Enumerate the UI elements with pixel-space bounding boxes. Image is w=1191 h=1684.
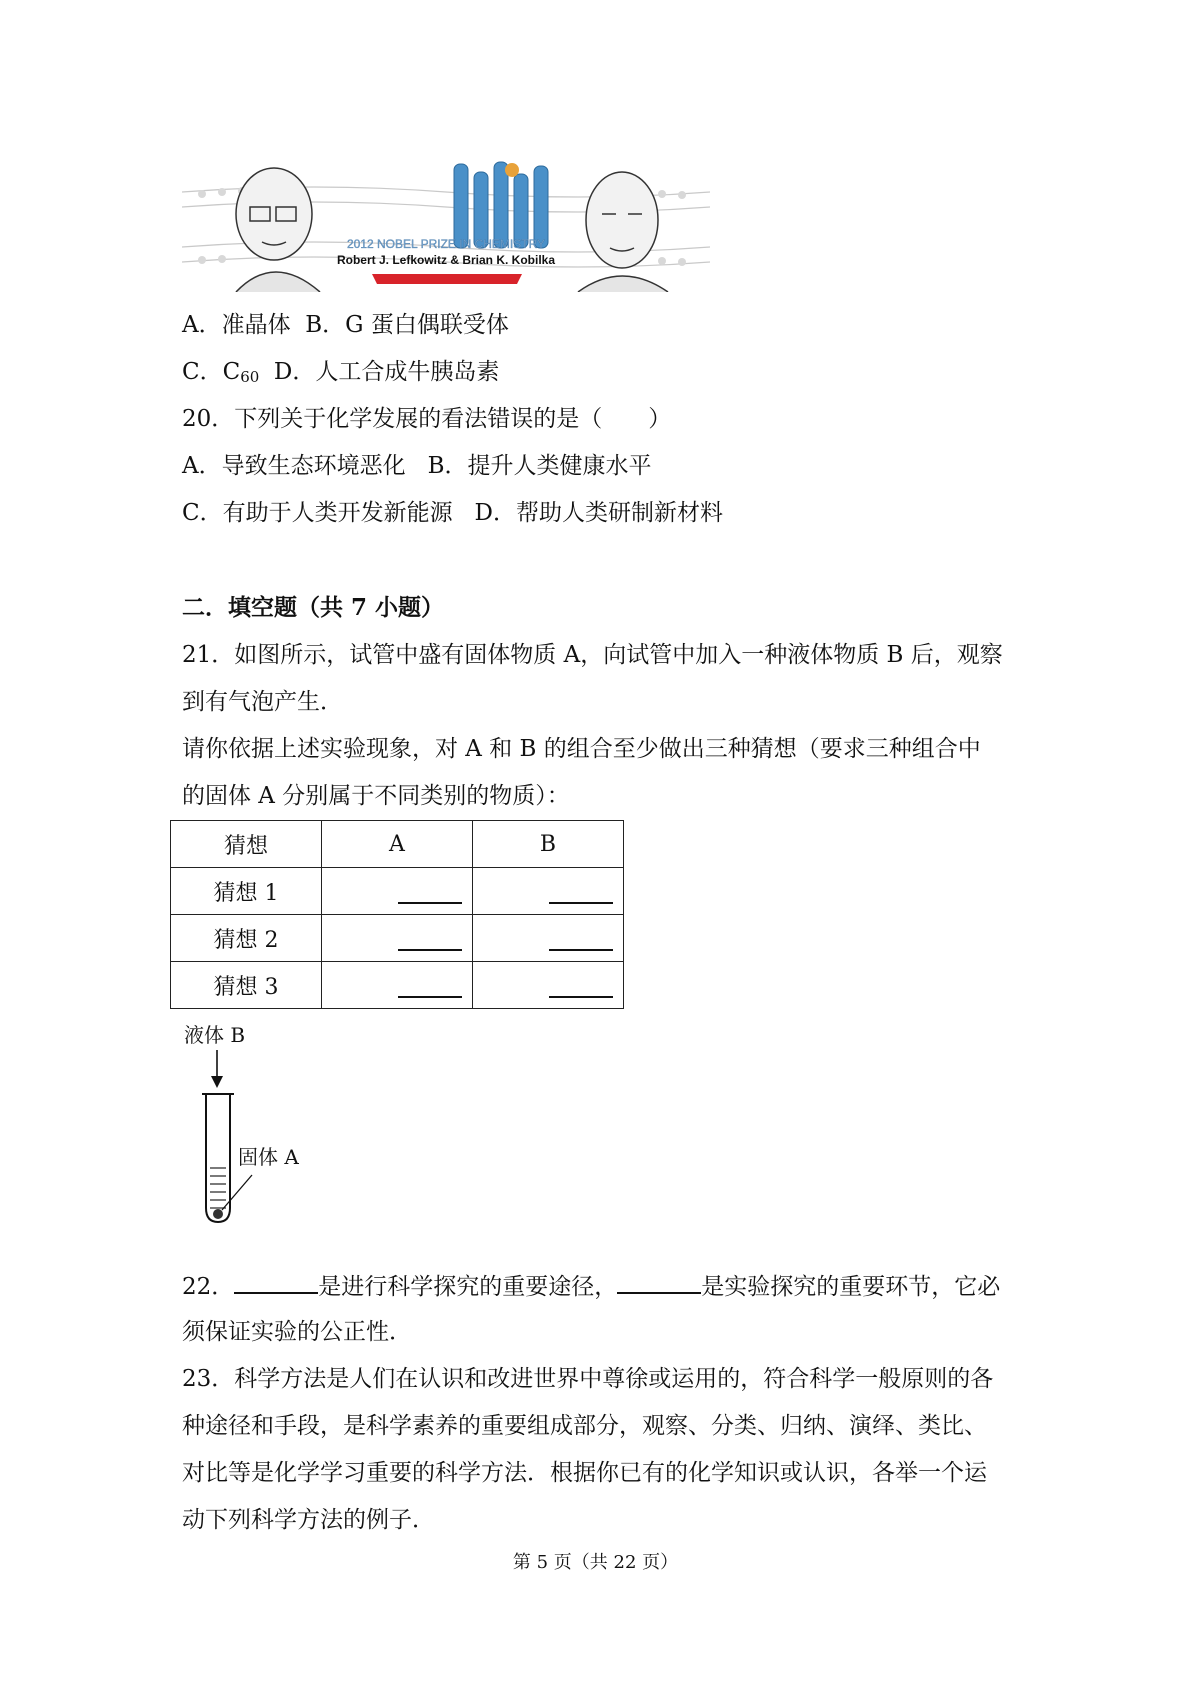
q22-text-part2: 是实验探究的重要环节，它必 [701, 1274, 1001, 1300]
table-header-cell: B [473, 821, 624, 868]
table-row [171, 868, 624, 915]
q21-line2: 到有气泡产生． [182, 689, 343, 715]
nobel-prize-banner-image [182, 152, 710, 292]
table-row [171, 962, 624, 1009]
q20-stem: 20．下列关于化学发展的看法错误的是（ ） [182, 406, 672, 432]
answer-blank-a3[interactable] [322, 962, 473, 1009]
banner-line2: Robert J. Lefkowitz & Brian K. Kobilka [336, 253, 556, 267]
q19-option-b: B．G 蛋白偶联受体 [305, 312, 509, 338]
q20-options-cd [182, 498, 723, 528]
table-row [171, 915, 624, 962]
q19-option-d: D．人工合成牛胰岛素 [273, 359, 500, 385]
q22-text-part1: 是进行科学探究的重要途径， [318, 1274, 618, 1300]
q23-line2: 种途径和手段，是科学素养的重要组成部分，观察、分类、归纳、演绎、类比、 [182, 1413, 987, 1439]
q19-option-a: A．准晶体 [182, 312, 291, 338]
table-header-row [171, 821, 624, 868]
q20-options-ab [182, 451, 651, 481]
banner-illustration [182, 152, 710, 292]
q20-option-c: C．有助于人类开发新能源 [182, 500, 453, 526]
answer-blank-b3[interactable] [473, 962, 624, 1009]
banner-line1: 2012 NOBEL PRIZE IN CHEMISTRY [346, 237, 546, 251]
table-header-cell: A [322, 821, 473, 868]
q20-option-d: D．帮助人类研制新材料 [474, 500, 723, 526]
table-header-cell: 猜想 [171, 821, 322, 868]
answer-blank-b1[interactable] [473, 868, 624, 915]
test-tube-figure [180, 1020, 320, 1225]
q22-line1 [182, 1270, 1000, 1302]
q21-line4: 的固体 A 分别属于不同类别的物质）： [182, 783, 570, 809]
page-footer: 第 5 页（共 22 页） [512, 1552, 679, 1573]
table-row-label: 猜想 3 [171, 962, 322, 1009]
q20-option-b: B．提升人类健康水平 [427, 453, 652, 479]
section-title: 二．填空题（共 7 小题） [182, 594, 445, 621]
protein-structure [454, 162, 548, 248]
q22-blank-1[interactable] [234, 1270, 318, 1294]
q19-option-c: C．$C_{60}$ [182, 359, 260, 386]
q20-option-a: A．导致生态环境恶化 [182, 453, 406, 479]
table-row-label: 猜想 1 [171, 868, 322, 915]
answer-blank-a1[interactable] [322, 868, 473, 915]
guess-table [170, 820, 624, 1009]
q22-number: 22． [182, 1274, 235, 1300]
q19-options-cd [182, 357, 499, 392]
solid-a-label: 固体 A [238, 1145, 299, 1169]
answer-blank-a2[interactable] [322, 915, 473, 962]
q23-line4: 动下列科学方法的例子． [182, 1507, 435, 1533]
q21-line1: 21．如图所示，试管中盛有固体物质 A，向试管中加入一种液体物质 B 后，观察 [182, 642, 1003, 668]
q22-line2: 须保证实验的公正性． [182, 1319, 412, 1345]
q19-options-ab [182, 310, 509, 340]
q22-blank-2[interactable] [617, 1270, 701, 1294]
table-row-label: 猜想 2 [171, 915, 322, 962]
q21-line3: 请你依据上述实验现象，对 A 和 B 的组合至少做出三种猜想（要求三种组合中 [182, 736, 981, 762]
answer-blank-b2[interactable] [473, 915, 624, 962]
q23-line1: 23．科学方法是人们在认识和改进世界中尊徐或运用的，符合科学一般原则的各 [182, 1366, 994, 1392]
q23-line3: 对比等是化学学习重要的科学方法．根据你已有的化学知识或认识，各举一个运 [182, 1460, 987, 1486]
liquid-b-label: 液体 B [184, 1023, 246, 1047]
